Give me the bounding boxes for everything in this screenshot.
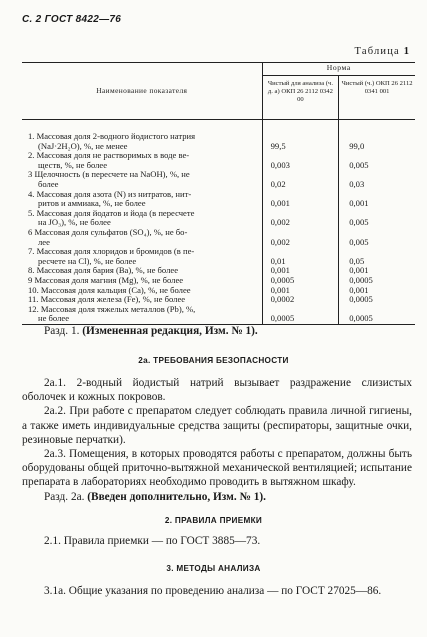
table-label-number: 1 [403, 46, 409, 57]
row-name-line: 8. Массовая доля бария (Ba), %, не более [28, 265, 179, 276]
value-col2 [339, 295, 415, 305]
row-name-line: 12. Массовая доля тяжелых металлов (Pb), %, [28, 303, 196, 314]
cell-value: 0,03 [349, 178, 365, 189]
cell-value: 99,5 [270, 140, 286, 151]
cell-value: 0,0005 [349, 313, 373, 324]
row-name-line: на JO₃), %, не более [38, 217, 111, 228]
cell-value: 0,001 [349, 265, 369, 276]
cell-value: 0,0005 [349, 274, 373, 285]
row-name-line: (NaJ·2H₂O), %, не менее [38, 140, 128, 151]
row-name-line: 4. Массовая доля азота (N) из нитратов, нит- [28, 188, 192, 199]
row-name [22, 120, 262, 152]
col1-header: Чистый для анализа (ч. д. а) ОКП 26 2112 0342 00 [262, 76, 339, 120]
row-name-line: 1. Массовая доля 2-водного йодистого натрия [28, 131, 196, 141]
row-name [22, 170, 262, 189]
table-row [22, 151, 415, 170]
razd2a-bold: (Введен дополнительно, Изм. № 1). [87, 490, 266, 503]
razd1-bold: (Измененная редакция, Изм. № 1). [82, 325, 258, 337]
cell-value: 99,0 [349, 140, 365, 151]
razd1-note [22, 324, 412, 338]
norm-table [22, 62, 415, 325]
table-row [22, 228, 415, 247]
row-name [22, 305, 262, 325]
row-name-line: 5. Массовая доля йодатов и йода (в пересчете [28, 207, 195, 218]
cell-value: 0,0005 [270, 313, 295, 324]
cell-value: 0,0005 [349, 294, 373, 305]
value-col1 [262, 170, 339, 189]
table-row [22, 247, 415, 266]
value-col2 [339, 228, 415, 247]
section-2a-title: 2а. ТРЕБОВАНИЯ БЕЗОПАСНОСТИ [138, 356, 289, 365]
row-name-line: не более [38, 313, 70, 324]
row-name-line: 7. Массовая доля хлоридов и бромидов (в пе- [28, 246, 195, 257]
row-name [22, 247, 262, 266]
value-col1 [262, 120, 339, 152]
value-col2 [339, 151, 415, 170]
value-col1 [262, 190, 339, 209]
value-col1 [262, 305, 339, 325]
value-col2 [339, 305, 415, 325]
row-name [22, 209, 262, 228]
value-col2 [339, 190, 415, 209]
value-col2 [339, 247, 415, 266]
row-name-line: лее [38, 236, 50, 247]
row-name-line: 11. Массовая доля железа (Fe), %, не более [28, 294, 186, 305]
table-row [22, 120, 415, 152]
row-name [22, 228, 262, 247]
razd1-prefix: Разд. 1. [44, 325, 80, 337]
section-3-title: 3. МЕТОДЫ АНАЛИЗА [166, 564, 261, 573]
section-2a-body [22, 376, 412, 504]
col2-header: Чистый (ч.) ОКП 26 2112 0341 001 [339, 76, 415, 120]
section-2-body [22, 534, 412, 548]
cell-value: 0,002 [270, 236, 290, 247]
value-col2 [339, 170, 415, 189]
value-col1 [262, 295, 339, 305]
value-col2 [339, 120, 415, 152]
row-name-line: более [38, 178, 59, 189]
cell-value: 0,05 [349, 255, 365, 266]
cell-value: 0,001 [270, 284, 290, 295]
cell-value: 0,005 [349, 159, 369, 170]
table-label-text: Таблица [354, 46, 400, 57]
para-2a1: 2а.1. 2-водный йодистый натрий вызывает раздражение слизистых оболочек и кожных покровов. [22, 377, 412, 404]
table-row [22, 170, 415, 189]
cell-value: 0,01 [270, 255, 286, 266]
row-name [22, 151, 262, 170]
row-name-line: 6 Массовая доля сульфатов (SO₄), %, не бо- [28, 226, 188, 237]
cell-value: 0,005 [349, 236, 369, 247]
cell-value: 0,002 [270, 217, 290, 228]
table-label [354, 46, 409, 57]
cell-value: 0,003 [270, 159, 290, 170]
row-name [22, 190, 262, 209]
cell-value: 0,005 [349, 217, 369, 228]
para-31a: 3.1а. Общие указания по проведению анализа — по ГОСТ 27025—86. [44, 585, 382, 597]
cell-value: 0,001 [349, 284, 369, 295]
col-name-header: Наименование показателя [22, 63, 262, 120]
value-col2 [339, 209, 415, 228]
cell-value: 0,001 [349, 198, 369, 209]
row-name-line: ществ, %, не более [38, 159, 108, 170]
razd2a-prefix: Разд. 2а. [44, 490, 85, 503]
row-name-line: ритов и аммиака, %, не более [38, 198, 146, 209]
cell-value: 0,001 [270, 198, 290, 209]
value-col1 [262, 151, 339, 170]
para-2a3: 2а.3. Помещения, в которых проводятся работы с препаратом, должны быть оборудованы общей приточно-вытяжной механической вентиляцией; испытание препарата в лабораториях необходимо проводить в вытяжном шкафу. [22, 448, 412, 489]
cell-value: 0,0002 [270, 294, 295, 305]
row-name-line: 2. Массовая доля не растворимых в воде ве- [28, 150, 190, 161]
table-row [22, 209, 415, 228]
row-name-line: 10. Массовая доля кальция (Ca), %, не более [28, 284, 191, 295]
col-group-header: Норма [262, 63, 415, 76]
table-row [22, 305, 415, 325]
page-header: С. 2 ГОСТ 8422—76 [22, 14, 122, 25]
value-col1 [262, 209, 339, 228]
para-21: 2.1. Правила приемки — по ГОСТ 3885—73. [44, 535, 261, 547]
para-2a2: 2а.2. При работе с препаратом следует соблюдать правила личной гигиены, а также иметь индивидуальные средства защиты (респираторы, защитные очки, резиновые перчатки). [22, 405, 412, 446]
row-name-line: 3 Щелочность (в пересчете на NaOH), %, не [28, 169, 190, 180]
cell-value: 0,02 [270, 178, 286, 189]
section-3-body [22, 584, 412, 598]
table-row [22, 190, 415, 209]
row-name-line: 9 Массовая доля магния (Mg), %, не более [28, 274, 184, 285]
cell-value: 0,0005 [270, 274, 295, 285]
cell-value: 0,001 [270, 265, 290, 276]
value-col1 [262, 228, 339, 247]
value-col1 [262, 247, 339, 266]
section-2-title: 2. ПРАВИЛА ПРИЕМКИ [164, 516, 263, 525]
row-name-line: ресчете на Cl), %, не более [38, 255, 137, 266]
